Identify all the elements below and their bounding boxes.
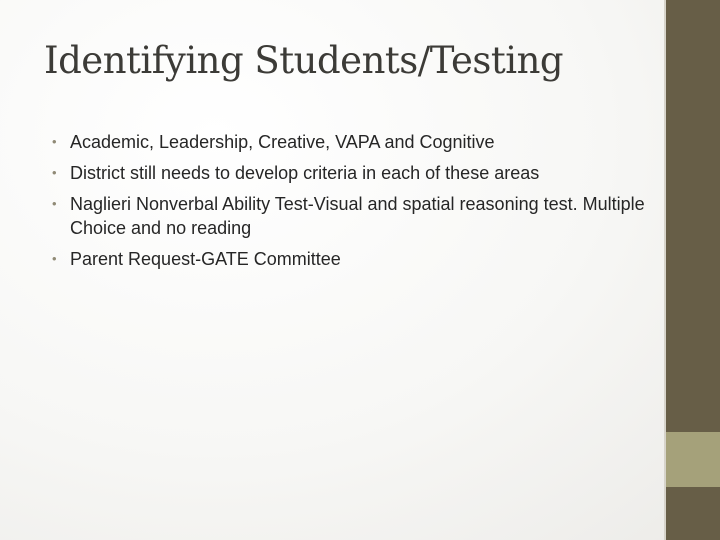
bullet-item — [52, 130, 652, 154]
bullet-item — [52, 247, 652, 271]
bullet-item — [52, 161, 652, 185]
bullet-list — [52, 130, 652, 278]
bullet-text: Naglieri Nonverbal Ability Test-Visual and spatial reasoning test. Multiple Choice and no reading — [70, 194, 645, 238]
bullet-icon: • — [52, 165, 57, 180]
bullet-icon: • — [52, 196, 57, 211]
bullet-icon: • — [52, 251, 57, 266]
bullet-text: Parent Request-GATE Committee — [70, 249, 341, 269]
bullet-item — [52, 192, 652, 240]
bullet-text: Academic, Leadership, Creative, VAPA and Cognitive — [70, 132, 495, 152]
bullet-text: District still needs to develop criteria in each of these areas — [70, 163, 540, 183]
slide-title: Identifying Students/Testing — [44, 39, 564, 82]
bullet-icon: • — [52, 134, 57, 149]
sidebar-accent-block — [666, 432, 720, 487]
